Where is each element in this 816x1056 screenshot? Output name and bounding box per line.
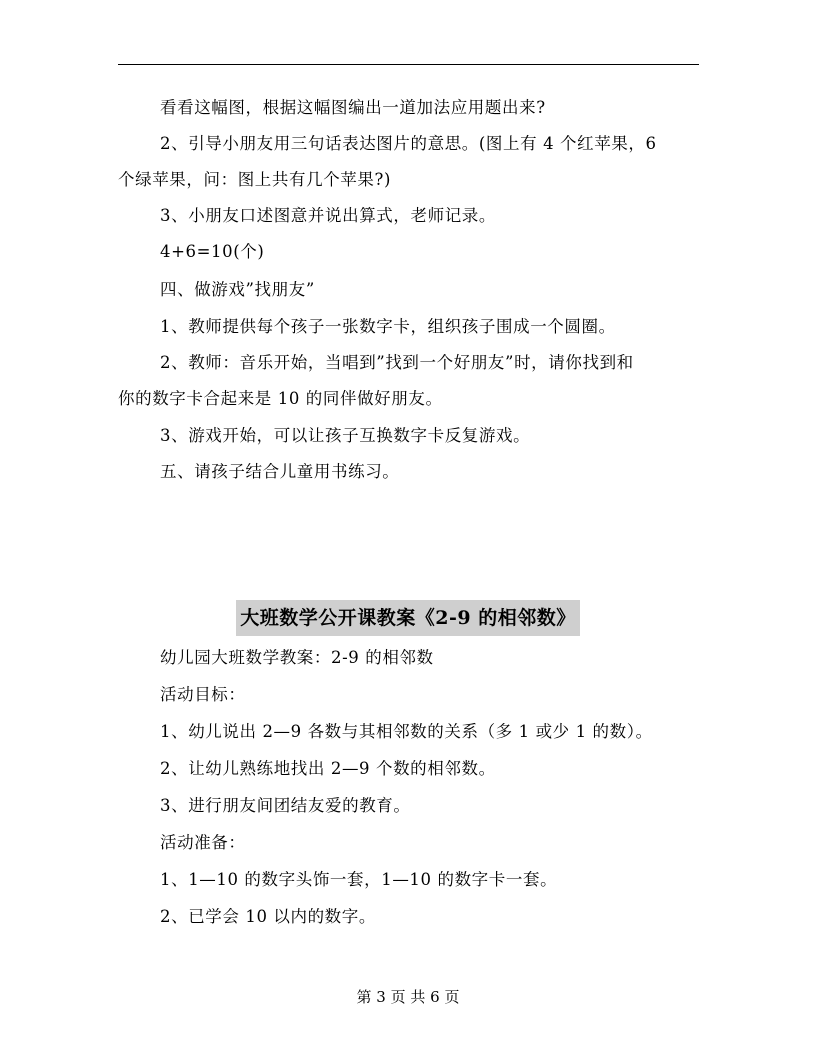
- paragraph: 2、已学会 10 以内的数字。: [160, 907, 376, 926]
- paragraph: 3、小朋友口述图意并说出算式，老师记录。: [160, 206, 496, 225]
- paragraph: 3、游戏开始，可以让孩子互换数字卡反复游戏。: [160, 426, 531, 445]
- paragraph: 2、引导小朋友用三句话表达图片的意思。(图上有 4 个红苹果，6: [160, 134, 657, 153]
- paragraph: 1、幼儿说出 2—9 各数与其相邻数的关系（多 1 或少 1 的数）。: [160, 722, 653, 741]
- paragraph: 看看这幅图，根据这幅图编出一道加法应用题出来?: [160, 98, 546, 117]
- title-container: [0, 600, 816, 636]
- paragraph: 3、进行朋友间团结友爱的教育。: [160, 796, 411, 815]
- paragraph: 你的数字卡合起来是 10 的同伴做好朋友。: [118, 389, 443, 408]
- paragraph: 2、让幼儿熟练地找出 2—9 个数的相邻数。: [160, 759, 496, 778]
- paragraph: 个绿苹果，问：图上共有几个苹果?): [118, 170, 391, 189]
- lesson-title: 大班数学公开课教案《2-9 的相邻数》: [236, 600, 579, 636]
- paragraph: 1、1—10 的数字头饰一套，1—10 的数字卡一套。: [160, 870, 558, 889]
- paragraph: 2、教师：音乐开始，当唱到”找到一个好朋友”时，请你找到和: [160, 353, 634, 372]
- section-heading: 五、请孩子结合儿童用书练习。: [160, 462, 400, 481]
- section-heading: 四、做游戏”找朋友”: [160, 280, 315, 299]
- paragraph: 幼儿园大班数学教案：2-9 的相邻数: [160, 648, 434, 667]
- page-footer: 第 3 页 共 6 页: [356, 988, 460, 1006]
- subheading: 活动准备：: [160, 833, 246, 852]
- header-rule: [118, 64, 699, 65]
- paragraph: 4+6=10(个): [160, 242, 265, 261]
- paragraph: 1、教师提供每个孩子一张数字卡，组织孩子围成一个圆圈。: [160, 317, 616, 336]
- subheading: 活动目标：: [160, 685, 246, 704]
